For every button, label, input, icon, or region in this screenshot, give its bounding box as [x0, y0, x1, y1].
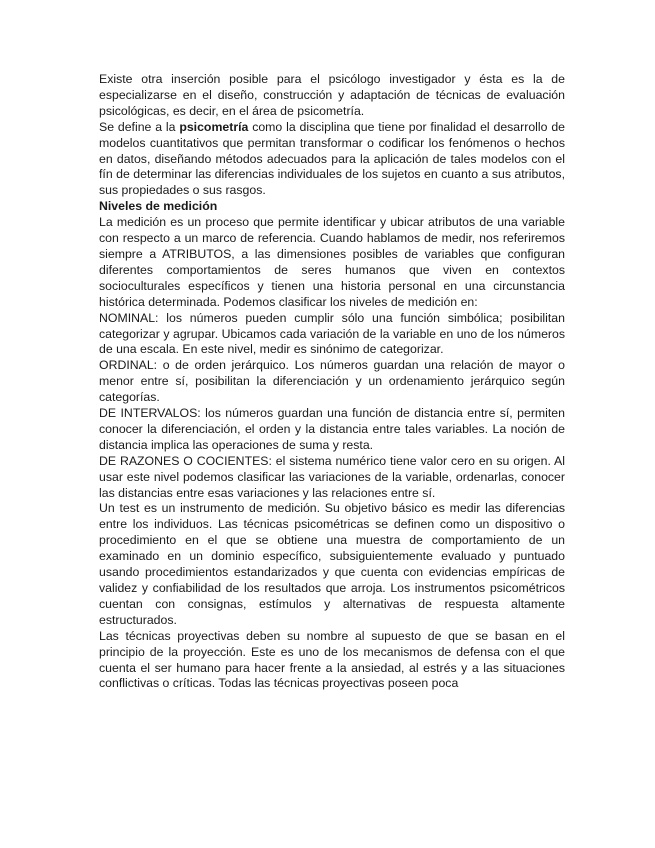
paragraph-medicion: La medición es un proceso que permite identificar y ubicar atributos de una variable con respecto a un marco de referencia. Cuando hablamos de medir, nos referiremos siempre a ATRIBUTOS, a las dimensiones posibles de variables que configuran diferentes comportamientos de seres humanos que viven en contextos socioculturales específicos y tienen una historia personal en una circunstancia histórica determinada. Podemos clasificar los niveles de medición en:	[99, 215, 565, 309]
section-heading-niveles: Niveles de medición	[99, 199, 218, 214]
paragraph-proyectivas: Las técnicas proyectivas deben su nombre al supuesto de que se basan en el principio de la proyección. Este es uno de los mecanismos de defensa con el que cuenta el ser humano para hacer frente a la ansiedad, al estrés y a las situaciones conflictivas o críticas. Todas las técnicas proyectivas poseen poca	[99, 628, 565, 691]
definition-body-text: como la disciplina que tiene por finalidad el desarrollo de modelos cuantitativos que permitan transformar o codificar los fenómenos o hechos en datos, diseñando métodos adecuados para la aplicación de tales modelos con el fín de determinar las diferencias individuales de los sujetos en cuanto a sus atributos, sus propiedades o sus rasgos.	[99, 119, 565, 198]
term-psicometria: psicometría	[179, 119, 249, 134]
paragraph-test: Un test es un instrumento de medición. Su objetivo básico es medir las diferencias entre los individuos. Las técnicas psicométricas se definen como un dispositivo o procedimiento en el que se obtiene una muestra de comportamiento de un examinado en un dominio específico, subsiguientemente evaluado y puntuado usando procedimientos estandarizados y que cuenta con evidencias empíricas de validez y confiabilidad de los resultados que arroja. Los instrumentos psicométricos cuentan con consignas, estímulos y alternativas de respuesta altamente estructurados.	[99, 501, 565, 627]
document-page	[99, 72, 565, 692]
paragraph-nominal: NOMINAL: los números pueden cumplir sólo una función simbólica; posibilitan categorizar y agrupar. Ubicamos cada variación de la variable en uno de los números de una escala. En este nivel, medir es sinónimo de categorizar.	[99, 310, 565, 357]
paragraph-ordinal: ORDINAL: o de orden jerárquico. Los números guardan una relación de mayor o menor entre sí, posibilitan la diferenciación y un ordenamiento jerárquico según categorías.	[99, 358, 565, 405]
paragraph-psicometria-definition	[99, 120, 565, 200]
paragraph-razones: DE RAZONES O COCIENTES: el sistema numérico tiene valor cero en su origen. Al usar este nivel podemos clasificar las variaciones de la variable, ordenarlas, conocer las distancias entre esas variaciones y las relaciones entre sí.	[99, 453, 565, 500]
paragraph-intro: Existe otra inserción posible para el psicólogo investigador y ésta es la de especializarse en el diseño, construcción y adaptación de técnicas de evaluación psicológicas, es decir, en el área de psicometría.	[99, 72, 565, 118]
definition-lead-text: Se define a la	[99, 119, 180, 134]
paragraph-intervalos: DE INTERVALOS: los números guardan una función de distancia entre sí, permiten conocer la diferenciación, el orden y la distancia entre tales variables. La noción de distancia implica las operaciones de suma y resta.	[99, 406, 565, 452]
